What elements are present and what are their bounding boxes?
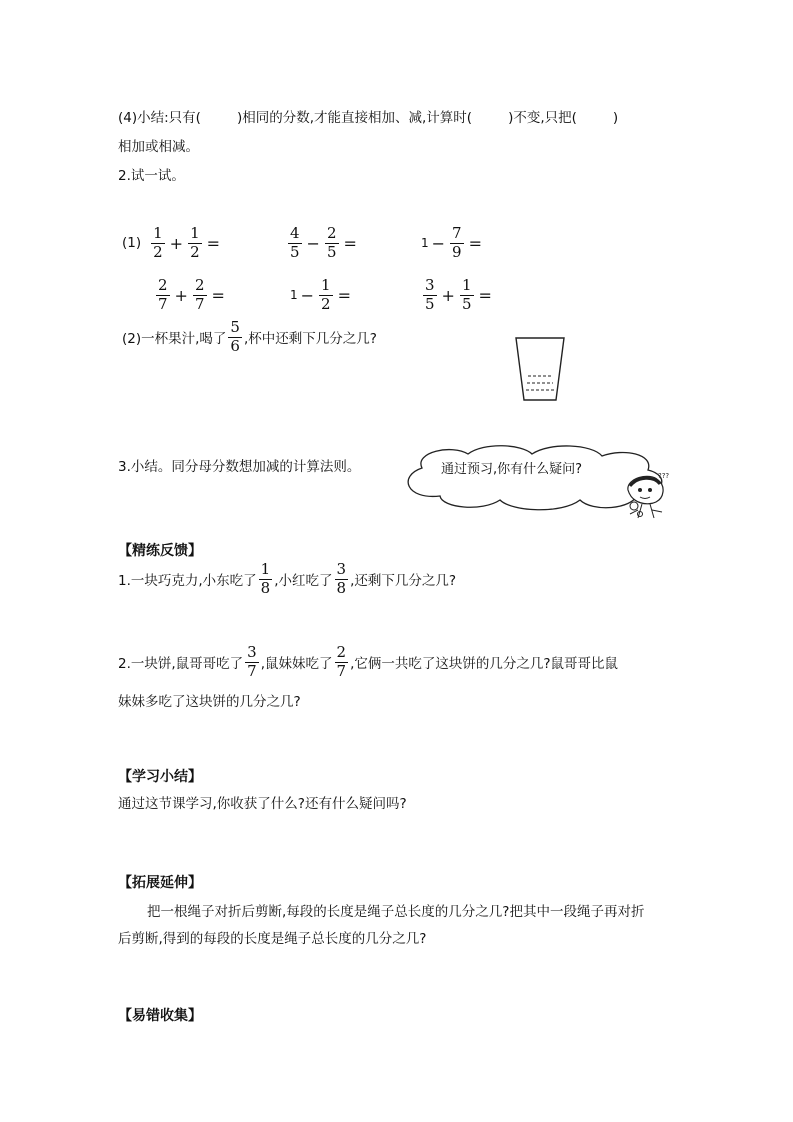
fraction: $\frac{2}{7}$ bbox=[194, 276, 205, 313]
extension-line2: 后剪断,得到的每段的长度是绳子总长度的几分之几? bbox=[118, 931, 427, 947]
mistakes-title: 【易错收集】 bbox=[118, 1008, 202, 1024]
equals-sign: = bbox=[206, 233, 221, 253]
number-one: 1 bbox=[421, 236, 429, 251]
svg-text:???: ??? bbox=[658, 472, 670, 480]
cartoon-kid-icon bbox=[620, 470, 670, 522]
exercise-3 bbox=[421, 226, 485, 261]
exercise-1 bbox=[122, 226, 223, 261]
fraction: $\frac{4}{5}$ bbox=[290, 224, 300, 261]
exercise-4 bbox=[154, 278, 228, 313]
fraction: $\frac{1}{8}$ bbox=[260, 560, 271, 597]
equals-sign: = bbox=[343, 233, 357, 253]
feedback-question-2 bbox=[118, 645, 618, 680]
fraction: $\frac{1}{2}$ bbox=[321, 276, 331, 313]
fraction: $\frac{7}{9}$ bbox=[452, 224, 462, 261]
juice-cup-icon bbox=[512, 334, 568, 404]
q1-text-b: ,小红吃了 bbox=[274, 573, 333, 590]
study-summary-text: 通过这节课学习,你收获了什么?还有什么疑问吗? bbox=[118, 796, 407, 812]
fraction: $\frac{2}{5}$ bbox=[326, 224, 337, 261]
minus-sign: − bbox=[306, 233, 320, 253]
cloud-text: 通过预习,你有什么疑问? bbox=[441, 462, 583, 477]
fraction: $\frac{1}{2}$ bbox=[153, 224, 163, 261]
feedback-question-2-line2: 妹妹多吃了这块饼的几分之几? bbox=[118, 694, 301, 710]
q2-text-c: ,它俩一共吃了这块饼的几分之几?鼠哥哥比鼠 bbox=[350, 656, 619, 673]
summary-4-line1 bbox=[118, 106, 618, 126]
fraction: $\frac{2}{7}$ bbox=[158, 276, 168, 313]
fraction: $\frac{5}{6}$ bbox=[230, 318, 240, 355]
feedback-title: 【精练反馈】 bbox=[118, 543, 202, 559]
q1-text-c: ,还剩下几分之几? bbox=[350, 573, 457, 590]
q2-text-a: 2.一块饼,鼠哥哥吃了 bbox=[118, 656, 244, 673]
feedback-question-1 bbox=[118, 562, 456, 597]
plus-sign: + bbox=[169, 233, 184, 253]
summary-4-text-c: )不变,只把( bbox=[508, 110, 577, 126]
juice-text-b: ,杯中还剩下几分之几? bbox=[243, 331, 377, 348]
summary-4-text-d: ) bbox=[612, 110, 619, 126]
summary-4-text-b: )相同的分数,才能直接相加、减,计算时( bbox=[236, 110, 473, 126]
fraction: $\frac{3}{7}$ bbox=[247, 643, 257, 680]
equals-sign: = bbox=[468, 233, 482, 253]
summary-4-line2: 相加或相减。 bbox=[118, 139, 199, 155]
fraction: $\frac{3}{5}$ bbox=[425, 276, 435, 313]
minus-sign: − bbox=[300, 285, 315, 305]
juice-text-a: (2)一杯果汁,喝了 bbox=[122, 331, 227, 348]
fraction: $\frac{1}{5}$ bbox=[461, 276, 472, 313]
extension-title: 【拓展延伸】 bbox=[118, 875, 202, 891]
q1-text-a: 1.一块巧克力,小东吃了 bbox=[118, 573, 257, 590]
summary-3: 3.小结。同分母分数想加减的计算法则。 bbox=[118, 459, 361, 475]
try-title: 2.试一试。 bbox=[118, 168, 185, 184]
plus-sign: + bbox=[441, 285, 455, 305]
extension-line1: 把一根绳子对折后剪断,每段的长度是绳子总长度的几分之几?把其中一段绳子再对折 bbox=[147, 904, 645, 920]
equals-sign: = bbox=[478, 285, 492, 305]
fraction: $\frac{2}{7}$ bbox=[336, 643, 347, 680]
equals-sign: = bbox=[211, 285, 225, 305]
exercise-5 bbox=[290, 278, 354, 313]
fraction: $\frac{3}{8}$ bbox=[336, 560, 347, 597]
exercise-label: (1) bbox=[122, 235, 142, 252]
equals-sign: = bbox=[337, 285, 351, 305]
summary-4-text-a: (4)小结:只有( bbox=[118, 110, 201, 126]
juice-question bbox=[122, 320, 377, 355]
minus-sign: − bbox=[431, 233, 446, 253]
plus-sign: + bbox=[174, 285, 188, 305]
number-one: 1 bbox=[290, 288, 298, 303]
study-summary-title: 【学习小结】 bbox=[118, 769, 202, 785]
exercise-2 bbox=[286, 226, 360, 261]
exercise-6 bbox=[421, 278, 495, 313]
q2-text-b: ,鼠妹妹吃了 bbox=[260, 656, 333, 673]
fraction: $\frac{1}{2}$ bbox=[190, 224, 200, 261]
